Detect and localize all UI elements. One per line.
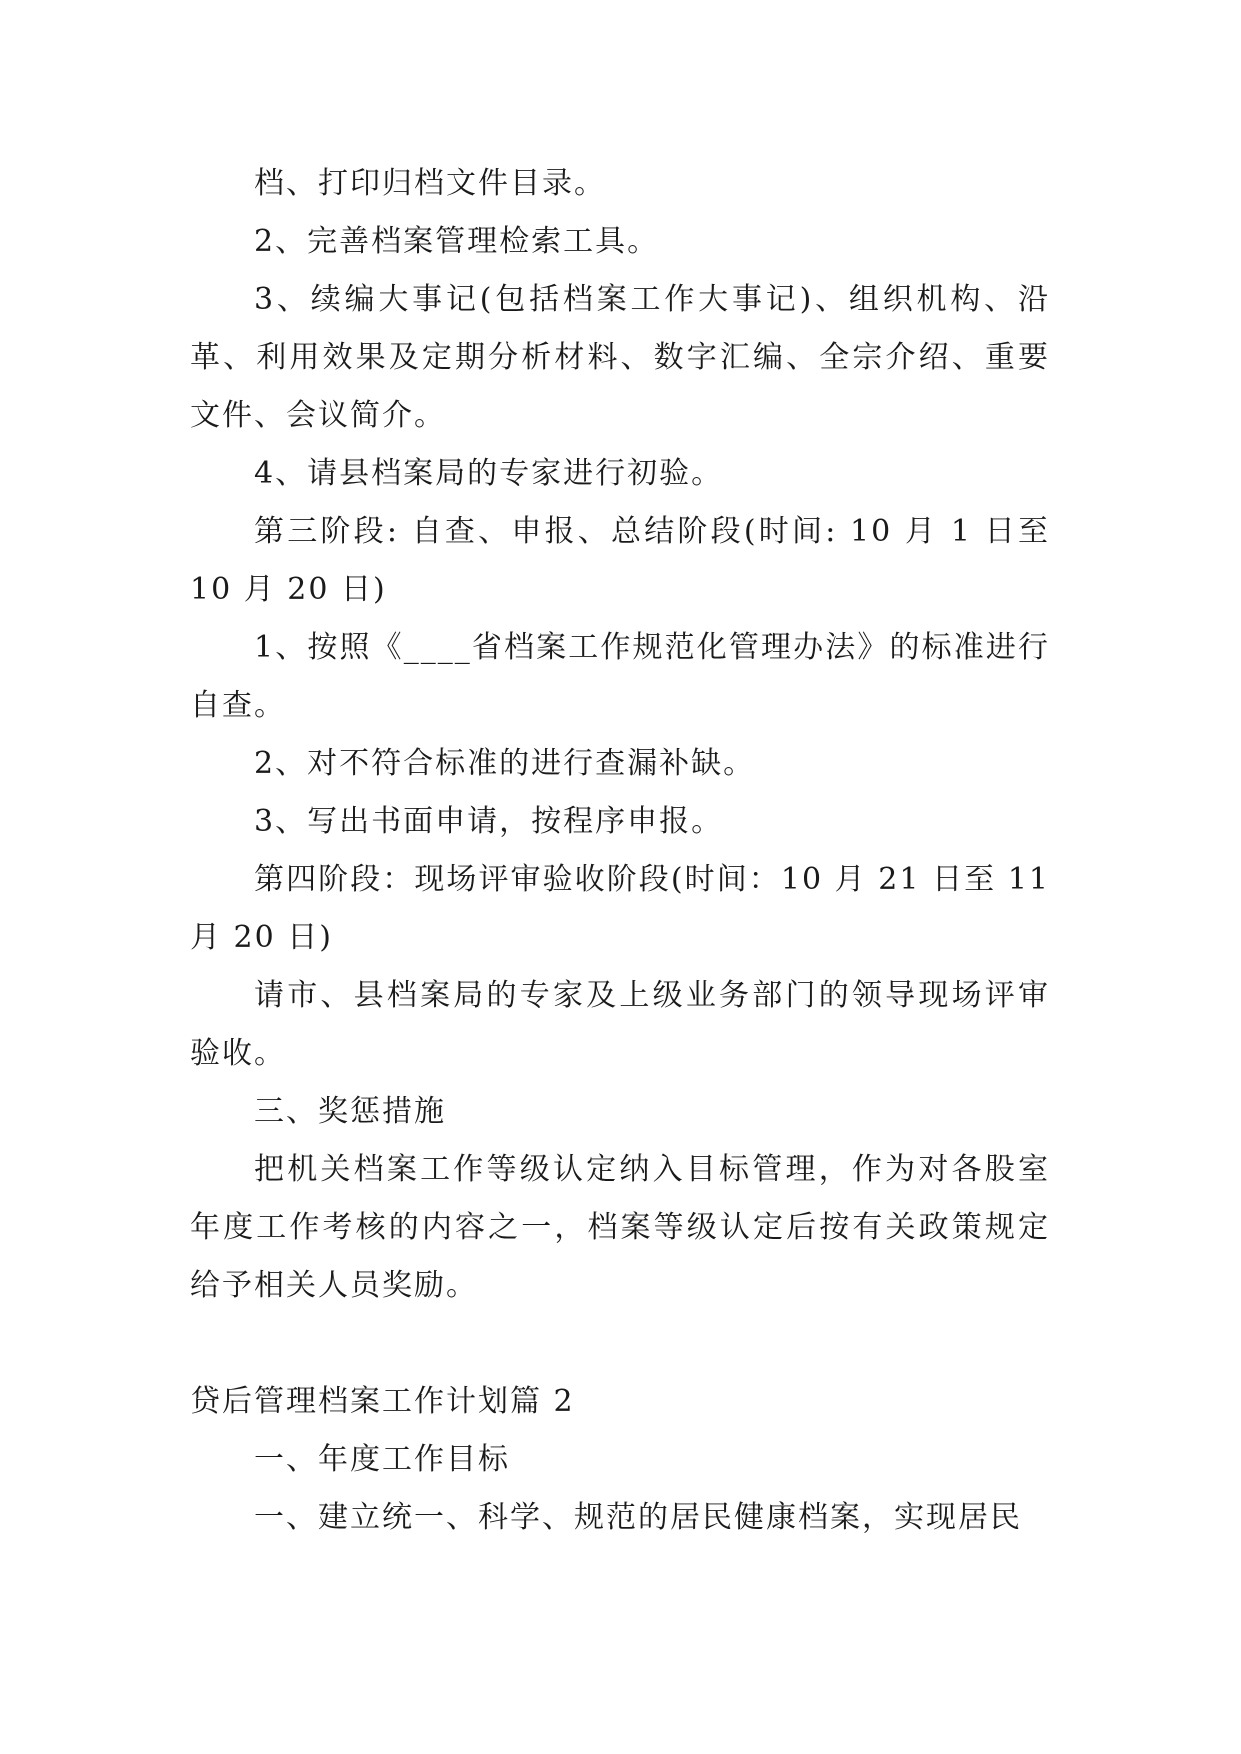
paragraph: 2、对不符合标准的进行查漏补缺。	[254, 746, 756, 781]
paragraph: 3、续编大事记(包括档案工作大事记)、组织机构、沿革、利用效果及定期分析材料、数字汇编、全宗介绍、重要文件、会议简介。	[190, 282, 1050, 433]
paragraph: 3、写出书面申请，按程序申报。	[254, 804, 724, 839]
document-body	[190, 155, 1050, 1547]
section-title: 贷后管理档案工作计划篇 2	[190, 1384, 575, 1419]
paragraph: 2、完善档案管理检索工具。	[254, 224, 660, 259]
paragraph: 第四阶段：现场评审验收阶段(时间：10 月 21 日至 11 月 20 日)	[190, 862, 1050, 955]
paragraph: 一、建立统一、科学、规范的居民健康档案，实现居民	[254, 1500, 1022, 1535]
paragraph: 档、打印归档文件目录。	[254, 166, 606, 201]
paragraph: 4、请县档案局的专家进行初验。	[254, 456, 724, 491]
paragraph: 请市、县档案局的专家及上级业务部门的领导现场评审验收。	[190, 978, 1050, 1071]
paragraph: 把机关档案工作等级认定纳入目标管理，作为对各股室年度工作考核的内容之一，档案等级认定后按有关政策规定给予相关人员奖励。	[190, 1152, 1050, 1303]
paragraph: 1、按照《____省档案工作规范化管理办法》的标准进行自查。	[190, 630, 1050, 723]
paragraph: 第三阶段: 自查、申报、总结阶段(时间: 10 月 1 日至 10 月 20 日)	[190, 514, 1050, 607]
subheading: 一、年度工作目标	[254, 1442, 510, 1477]
subheading: 三、奖惩措施	[254, 1094, 446, 1129]
